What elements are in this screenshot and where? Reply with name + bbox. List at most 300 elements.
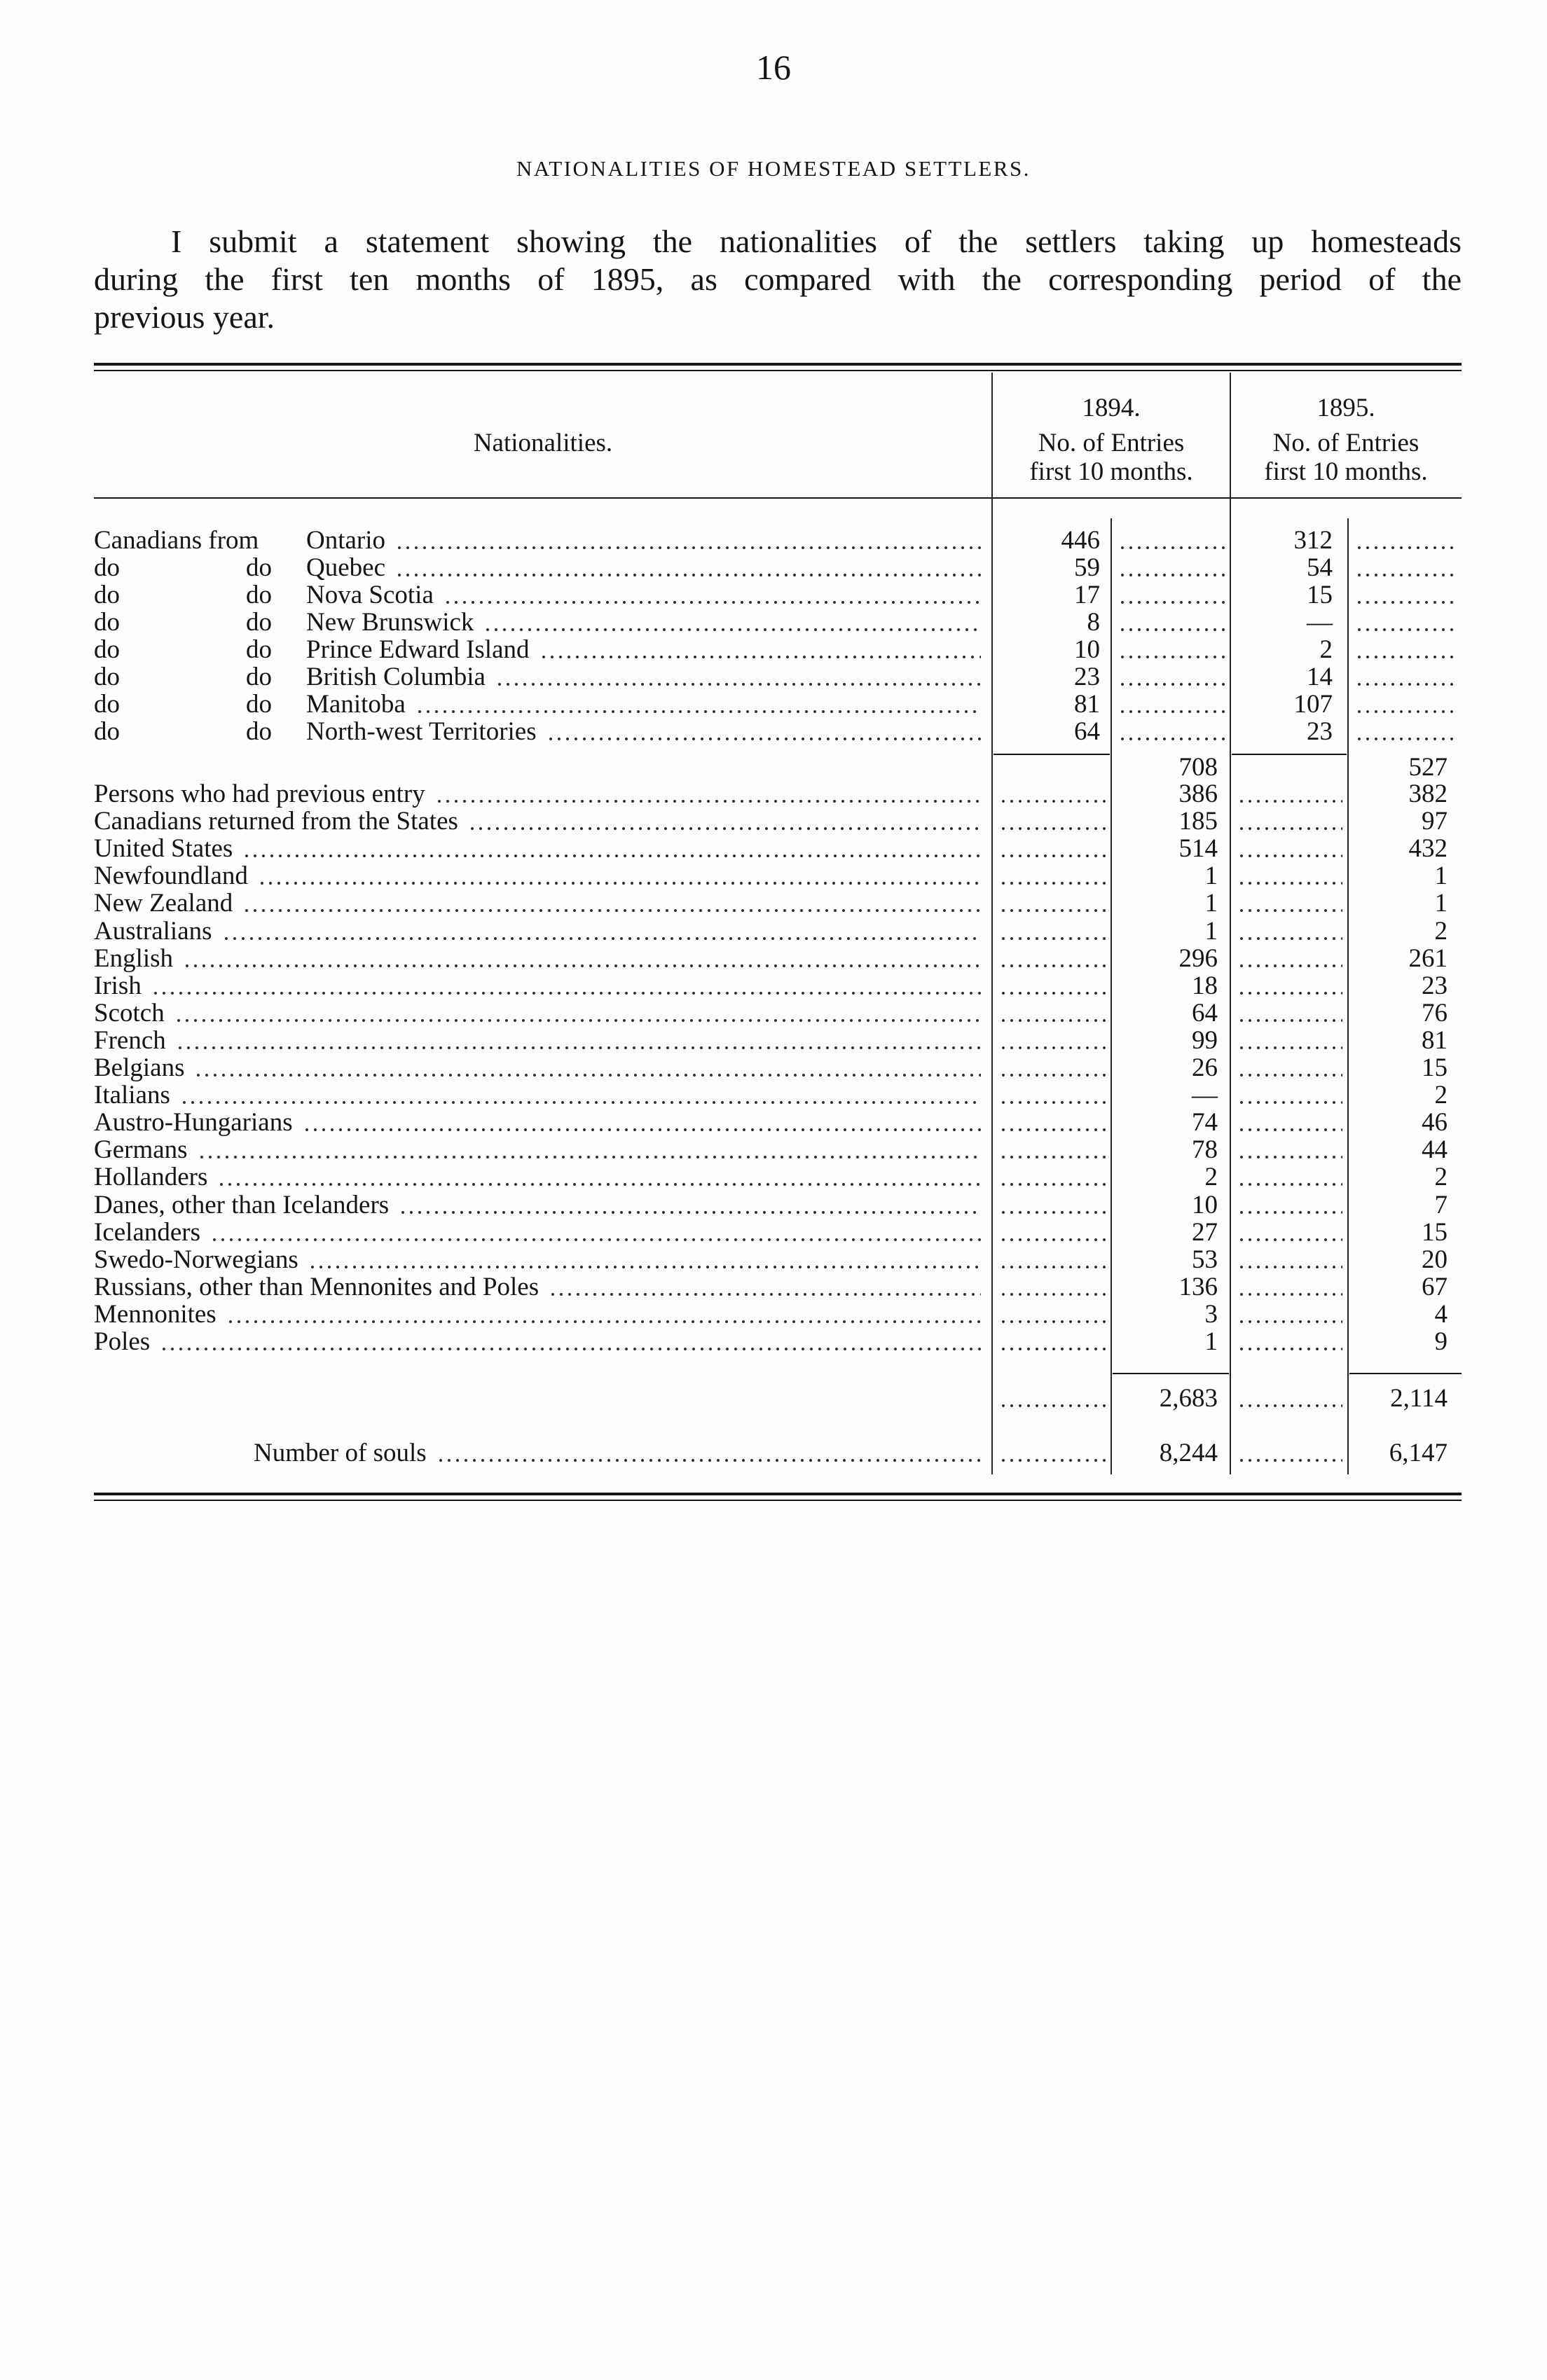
entries-1895-value: 2 bbox=[1319, 635, 1333, 664]
leader-dots bbox=[241, 835, 981, 862]
leader-cell bbox=[992, 1328, 1111, 1355]
section-title: NATIONALITIES OF HOMESTEAD SETTLERS. bbox=[516, 156, 1031, 181]
entries-1894-value: 64 bbox=[1074, 717, 1100, 746]
entries-1895-value: 15 bbox=[1422, 1218, 1448, 1247]
leader-dots bbox=[221, 918, 981, 945]
table-row bbox=[94, 835, 1462, 862]
leader-dots bbox=[998, 890, 1106, 917]
entries-1895-value: 312 bbox=[1293, 526, 1333, 555]
leader-cell bbox=[1111, 636, 1230, 663]
entries-1894-value: 81 bbox=[1074, 690, 1100, 719]
leader-cell bbox=[1230, 1163, 1348, 1191]
nationality-name: Australians bbox=[94, 918, 212, 945]
leader-dots bbox=[173, 999, 981, 1027]
leader-cell bbox=[992, 1136, 1111, 1163]
leader-dots bbox=[225, 1301, 981, 1328]
entries-1894-value: 1 bbox=[1204, 1327, 1218, 1356]
leader-cell bbox=[1230, 1301, 1348, 1328]
entries-1895-value: 23 bbox=[1307, 717, 1333, 746]
table-row bbox=[94, 1328, 1462, 1355]
province-name: Prince Edward Island bbox=[306, 636, 530, 663]
leader-cell bbox=[1111, 691, 1230, 718]
entries-1894-value: 10 bbox=[1074, 635, 1100, 664]
entries-1894-value: 1 bbox=[1204, 889, 1218, 918]
row-label bbox=[94, 808, 986, 835]
table-row bbox=[94, 780, 1462, 808]
header-bottom-rule bbox=[94, 497, 1462, 499]
leader-dots bbox=[1236, 1301, 1342, 1328]
entries-1895-value: 382 bbox=[1408, 780, 1448, 808]
leader-cell bbox=[992, 1219, 1111, 1246]
header-1894-year: 1894. bbox=[1082, 394, 1141, 422]
nationality-name: English bbox=[94, 945, 174, 972]
header-1894-period: first 10 months. bbox=[1029, 457, 1193, 486]
nationality-name: French bbox=[94, 1027, 166, 1054]
leader-cell bbox=[1111, 663, 1230, 691]
souls-1895-value: 6,147 bbox=[1389, 1439, 1448, 1467]
province-name: Quebec bbox=[306, 554, 385, 581]
leader-cell bbox=[992, 1246, 1111, 1273]
leader-dots bbox=[1236, 1109, 1342, 1136]
leader-cell bbox=[992, 862, 1111, 890]
entries-1894-value: 296 bbox=[1178, 944, 1218, 973]
leader-cell bbox=[1348, 527, 1462, 554]
leader-dots bbox=[442, 581, 981, 609]
leader-cell bbox=[1348, 609, 1462, 636]
entries-1895-value: 107 bbox=[1293, 690, 1333, 719]
leader-cell bbox=[1230, 1439, 1348, 1467]
row-label bbox=[94, 1301, 986, 1328]
leader-dots bbox=[1236, 972, 1342, 999]
table-row bbox=[94, 1246, 1462, 1273]
entries-1894-value: 27 bbox=[1192, 1218, 1218, 1247]
entries-1895-value: 46 bbox=[1422, 1108, 1448, 1137]
row-label bbox=[94, 945, 986, 972]
leader-dots bbox=[998, 1136, 1106, 1163]
leader-dots bbox=[394, 554, 981, 581]
row-label bbox=[94, 1439, 986, 1467]
leader-dots bbox=[998, 1385, 1106, 1412]
leader-cell bbox=[1230, 808, 1348, 835]
leader-cell bbox=[992, 1054, 1111, 1081]
nationality-name: Mennonites bbox=[94, 1301, 216, 1328]
leader-dots bbox=[538, 636, 981, 663]
row-label bbox=[94, 636, 986, 663]
table-row bbox=[94, 890, 1462, 917]
leader-dots bbox=[998, 1301, 1106, 1328]
entries-1894-value: 64 bbox=[1192, 999, 1218, 1028]
header-1895-period: first 10 months. bbox=[1264, 457, 1428, 486]
leader-cell bbox=[1230, 1385, 1348, 1412]
table-row bbox=[94, 663, 1462, 691]
leader-dots bbox=[1236, 918, 1342, 945]
leader-cell bbox=[1348, 691, 1462, 718]
leader-dots bbox=[1236, 1439, 1342, 1467]
header-1895-entries: No. of Entries bbox=[1272, 429, 1419, 457]
leader-dots bbox=[1117, 691, 1225, 718]
table-row bbox=[94, 808, 1462, 835]
entries-1894-value: 1 bbox=[1204, 862, 1218, 890]
leader-dots bbox=[998, 1273, 1106, 1301]
entries-1894-value: 446 bbox=[1061, 526, 1100, 555]
leader-dots bbox=[998, 1328, 1106, 1355]
souls-label: Number of souls bbox=[254, 1439, 427, 1467]
nationality-name: Belgians bbox=[94, 1054, 185, 1081]
table-row bbox=[94, 945, 1462, 972]
header-nationalities: Nationalities. bbox=[473, 429, 613, 457]
entries-1894-value: 1 bbox=[1204, 917, 1218, 946]
row-label bbox=[94, 609, 986, 636]
leader-cell bbox=[1230, 862, 1348, 890]
label-prefix: do bbox=[246, 691, 272, 718]
leader-dots bbox=[998, 835, 1106, 862]
leader-dots bbox=[256, 862, 981, 890]
leader-dots bbox=[998, 1054, 1106, 1081]
entries-1895-value: 2 bbox=[1434, 917, 1448, 946]
table-row bbox=[94, 581, 1462, 609]
province-name: New Brunswick bbox=[306, 609, 474, 636]
leader-cell bbox=[1111, 718, 1230, 745]
leader-cell bbox=[992, 1191, 1111, 1219]
table-row bbox=[94, 636, 1462, 663]
nationality-name: Italians bbox=[94, 1081, 170, 1109]
entries-1894-value: 514 bbox=[1178, 834, 1218, 863]
entries-1894-value: 23 bbox=[1074, 663, 1100, 691]
leader-dots bbox=[998, 972, 1106, 999]
leader-dots bbox=[394, 527, 981, 554]
leader-dots bbox=[1236, 780, 1342, 808]
leader-cell bbox=[992, 945, 1111, 972]
table-row bbox=[94, 1273, 1462, 1301]
row-label bbox=[94, 718, 986, 745]
leader-dots bbox=[216, 1163, 981, 1191]
souls-row bbox=[94, 1439, 1462, 1467]
leader-dots bbox=[998, 1439, 1106, 1467]
table-row bbox=[94, 1163, 1462, 1191]
label-prefix: Canadians from bbox=[94, 527, 259, 554]
leader-cell bbox=[992, 1273, 1111, 1301]
leader-dots bbox=[241, 890, 981, 917]
table-row bbox=[94, 527, 1462, 554]
leader-cell bbox=[1230, 1219, 1348, 1246]
table-row bbox=[94, 862, 1462, 890]
table-row bbox=[94, 1191, 1462, 1219]
table-row bbox=[94, 999, 1462, 1027]
nationality-name: Canadians returned from the States bbox=[94, 808, 458, 835]
leader-dots bbox=[1117, 554, 1225, 581]
leader-cell bbox=[1230, 1328, 1348, 1355]
leader-cell bbox=[1111, 527, 1230, 554]
leader-cell bbox=[1230, 890, 1348, 917]
nationality-name: Icelanders bbox=[94, 1219, 201, 1246]
total-1895-value: 2,114 bbox=[1390, 1384, 1448, 1413]
label-prefix: do bbox=[94, 581, 120, 609]
entries-1895-value: 67 bbox=[1422, 1273, 1448, 1301]
intro-line-3: previous year. bbox=[94, 299, 275, 335]
leader-dots bbox=[1354, 663, 1456, 691]
leader-cell bbox=[1348, 663, 1462, 691]
leader-dots bbox=[998, 780, 1106, 808]
leader-dots bbox=[1236, 1163, 1342, 1191]
header-1894-entries: No. of Entries bbox=[1038, 429, 1185, 457]
nationality-name: Poles bbox=[94, 1328, 151, 1355]
leader-cell bbox=[1230, 1273, 1348, 1301]
leader-dots bbox=[482, 609, 981, 636]
leader-cell bbox=[992, 972, 1111, 999]
leader-cell bbox=[1230, 835, 1348, 862]
label-prefix: do bbox=[94, 609, 120, 636]
leader-cell bbox=[1230, 972, 1348, 999]
entries-1894-value: 99 bbox=[1192, 1026, 1218, 1055]
leader-cell bbox=[992, 780, 1111, 808]
leader-cell bbox=[1230, 780, 1348, 808]
leader-dots bbox=[307, 1246, 981, 1273]
nationality-name: Swedo-Norwegians bbox=[94, 1246, 298, 1273]
leader-dots bbox=[998, 945, 1106, 972]
leader-dots bbox=[435, 1439, 981, 1467]
table-row bbox=[94, 1109, 1462, 1136]
entries-1894-value: 10 bbox=[1192, 1191, 1218, 1219]
leader-cell bbox=[1348, 636, 1462, 663]
leader-dots bbox=[998, 1109, 1106, 1136]
leader-cell bbox=[1230, 1136, 1348, 1163]
leader-dots bbox=[998, 808, 1106, 835]
leader-cell bbox=[1230, 918, 1348, 945]
nationality-name: Newfoundland bbox=[94, 862, 248, 890]
table-row bbox=[94, 918, 1462, 945]
leader-cell bbox=[992, 835, 1111, 862]
leader-dots bbox=[1236, 1136, 1342, 1163]
entries-1894-value: — bbox=[1192, 1081, 1218, 1109]
entries-1894-value: 74 bbox=[1192, 1108, 1218, 1137]
province-name: North-west Territories bbox=[306, 718, 537, 745]
entries-1895-value: 97 bbox=[1422, 807, 1448, 836]
nationality-name: Hollanders bbox=[94, 1163, 208, 1191]
entries-1895-value: 9 bbox=[1434, 1327, 1448, 1356]
leader-cell bbox=[992, 999, 1111, 1027]
row-label bbox=[94, 1109, 986, 1136]
leader-dots bbox=[998, 1027, 1106, 1054]
entries-1895-value: — bbox=[1307, 608, 1333, 637]
leader-dots bbox=[1117, 609, 1225, 636]
table-row bbox=[94, 1301, 1462, 1328]
leader-dots bbox=[158, 1328, 981, 1355]
leader-dots bbox=[1236, 808, 1342, 835]
province-name: British Columbia bbox=[306, 663, 486, 691]
entries-1894-value: 8 bbox=[1087, 608, 1100, 637]
entries-1894-value: 2 bbox=[1204, 1163, 1218, 1191]
entries-1895-value: 15 bbox=[1422, 1053, 1448, 1082]
table-bottom-rule-thin bbox=[94, 1500, 1462, 1501]
leader-cell bbox=[1230, 1246, 1348, 1273]
leader-cell bbox=[992, 1081, 1111, 1109]
leader-dots bbox=[1236, 1328, 1342, 1355]
leader-cell bbox=[1348, 718, 1462, 745]
leader-cell bbox=[992, 1439, 1111, 1467]
leader-dots bbox=[1117, 718, 1225, 745]
nationality-name: Persons who had previous entry bbox=[94, 780, 425, 808]
nationality-name: Danes, other than Icelanders bbox=[94, 1191, 390, 1219]
leader-dots bbox=[1236, 945, 1342, 972]
label-prefix: do bbox=[94, 554, 120, 581]
leader-cell bbox=[992, 1027, 1111, 1054]
leader-dots bbox=[494, 663, 981, 691]
leader-dots bbox=[547, 1273, 981, 1301]
nationality-name: Russians, other than Mennonites and Poles bbox=[94, 1273, 539, 1301]
row-label bbox=[94, 1163, 986, 1191]
leader-dots bbox=[301, 1109, 981, 1136]
entries-1895-value: 2 bbox=[1434, 1081, 1448, 1109]
label-prefix: do bbox=[246, 636, 272, 663]
leader-dots bbox=[998, 1163, 1106, 1191]
table-row bbox=[94, 718, 1462, 745]
leader-cell bbox=[992, 1385, 1111, 1412]
entries-1894-value: 18 bbox=[1192, 971, 1218, 1000]
leader-dots bbox=[998, 862, 1106, 890]
subtotal-1894-value: 708 bbox=[1178, 753, 1218, 782]
label-prefix: do bbox=[246, 581, 272, 609]
table-row bbox=[94, 554, 1462, 581]
leader-cell bbox=[1230, 1027, 1348, 1054]
nationality-name: Scotch bbox=[94, 999, 165, 1027]
entries-1894-value: 386 bbox=[1178, 780, 1218, 808]
leader-dots bbox=[1354, 527, 1456, 554]
row-label bbox=[94, 972, 986, 999]
leader-dots bbox=[174, 1027, 981, 1054]
table-row bbox=[94, 1054, 1462, 1081]
leader-dots bbox=[1117, 527, 1225, 554]
entries-1894-value: 136 bbox=[1178, 1273, 1218, 1301]
leader-cell bbox=[1348, 554, 1462, 581]
table-bottom-rule-thick bbox=[94, 1493, 1462, 1495]
entries-1895-value: 7 bbox=[1434, 1191, 1448, 1219]
leader-cell bbox=[1230, 1109, 1348, 1136]
row-label bbox=[94, 918, 986, 945]
nationality-name: Germans bbox=[94, 1136, 188, 1163]
row-label bbox=[94, 1246, 986, 1273]
leader-dots bbox=[1354, 718, 1456, 745]
label-prefix: do bbox=[246, 663, 272, 691]
leader-cell bbox=[1111, 554, 1230, 581]
label-prefix: do bbox=[246, 609, 272, 636]
leader-dots bbox=[1236, 890, 1342, 917]
leader-dots bbox=[179, 1081, 981, 1109]
leader-dots bbox=[1354, 581, 1456, 609]
leader-dots bbox=[193, 1054, 981, 1081]
leader-dots bbox=[1117, 581, 1225, 609]
souls-1894-value: 8,244 bbox=[1159, 1439, 1218, 1467]
entries-1895-value: 76 bbox=[1422, 999, 1448, 1028]
total-rule-1895 bbox=[1349, 1373, 1462, 1374]
leader-dots bbox=[998, 1219, 1106, 1246]
page-number: 16 bbox=[756, 48, 791, 87]
row-label bbox=[94, 1081, 986, 1109]
leader-cell bbox=[1230, 1054, 1348, 1081]
label-prefix: do bbox=[94, 691, 120, 718]
leader-cell bbox=[992, 1301, 1111, 1328]
table-top-rule-thin bbox=[94, 370, 1462, 371]
leader-dots bbox=[998, 918, 1106, 945]
row-label bbox=[94, 581, 986, 609]
leader-dots bbox=[998, 999, 1106, 1027]
leader-dots bbox=[1236, 1219, 1342, 1246]
leader-dots bbox=[209, 1219, 981, 1246]
row-label bbox=[94, 780, 986, 808]
leader-dots bbox=[1236, 862, 1342, 890]
leader-dots bbox=[1236, 835, 1342, 862]
leader-cell bbox=[992, 918, 1111, 945]
entries-1895-value: 1 bbox=[1434, 889, 1448, 918]
leader-dots bbox=[1236, 1027, 1342, 1054]
row-label bbox=[94, 999, 986, 1027]
leader-dots bbox=[181, 945, 981, 972]
leader-dots bbox=[998, 1081, 1106, 1109]
leader-cell bbox=[1230, 1191, 1348, 1219]
entries-1895-value: 44 bbox=[1422, 1135, 1448, 1164]
entries-1894-value: 78 bbox=[1192, 1135, 1218, 1164]
leader-cell bbox=[1111, 581, 1230, 609]
leader-cell bbox=[992, 890, 1111, 917]
leader-dots bbox=[467, 808, 981, 835]
leader-dots bbox=[1236, 999, 1342, 1027]
entries-1895-value: 261 bbox=[1408, 944, 1448, 973]
leader-dots bbox=[1236, 1081, 1342, 1109]
nationality-name: Austro-Hungarians bbox=[94, 1109, 293, 1136]
entries-1895-value: 23 bbox=[1422, 971, 1448, 1000]
subtotal-1895-value: 527 bbox=[1408, 753, 1448, 782]
label-prefix: do bbox=[246, 718, 272, 745]
leader-dots bbox=[1354, 691, 1456, 718]
leader-cell bbox=[1230, 999, 1348, 1027]
entries-1895-value: 2 bbox=[1434, 1163, 1448, 1191]
leader-dots bbox=[1236, 1385, 1342, 1412]
entries-1894-value: 3 bbox=[1204, 1300, 1218, 1329]
province-name: Nova Scotia bbox=[306, 581, 434, 609]
province-name: Manitoba bbox=[306, 691, 406, 718]
nationality-name: United States bbox=[94, 835, 233, 862]
leader-dots bbox=[1354, 636, 1456, 663]
total-1894-value: 2,683 bbox=[1159, 1384, 1218, 1413]
entries-1895-value: 54 bbox=[1307, 553, 1333, 582]
row-label bbox=[94, 1027, 986, 1054]
row-label bbox=[94, 1219, 986, 1246]
total-row bbox=[94, 1385, 1462, 1412]
entries-1894-value: 185 bbox=[1178, 807, 1218, 836]
leader-dots bbox=[434, 780, 981, 808]
leader-dots bbox=[1354, 554, 1456, 581]
leader-dots bbox=[1354, 609, 1456, 636]
row-label bbox=[94, 1273, 986, 1301]
row-label bbox=[94, 554, 986, 581]
table-row bbox=[94, 1219, 1462, 1246]
leader-cell bbox=[1230, 945, 1348, 972]
entries-1894-value: 17 bbox=[1074, 581, 1100, 609]
label-prefix: do bbox=[94, 636, 120, 663]
entries-1895-value: 20 bbox=[1422, 1245, 1448, 1274]
leader-dots bbox=[1117, 636, 1225, 663]
leader-dots bbox=[1236, 1054, 1342, 1081]
intro-line-1: I submit a statement showing the nationalities of the settlers taking up homesteads bbox=[171, 223, 1462, 259]
table-row bbox=[94, 1136, 1462, 1163]
table-top-rule-thick bbox=[94, 363, 1462, 366]
leader-dots bbox=[414, 691, 981, 718]
leader-dots bbox=[397, 1191, 981, 1219]
nationality-name: New Zealand bbox=[94, 890, 233, 917]
leader-cell bbox=[1348, 581, 1462, 609]
row-label bbox=[94, 1054, 986, 1081]
row-label bbox=[94, 1191, 986, 1219]
row-label bbox=[94, 691, 986, 718]
